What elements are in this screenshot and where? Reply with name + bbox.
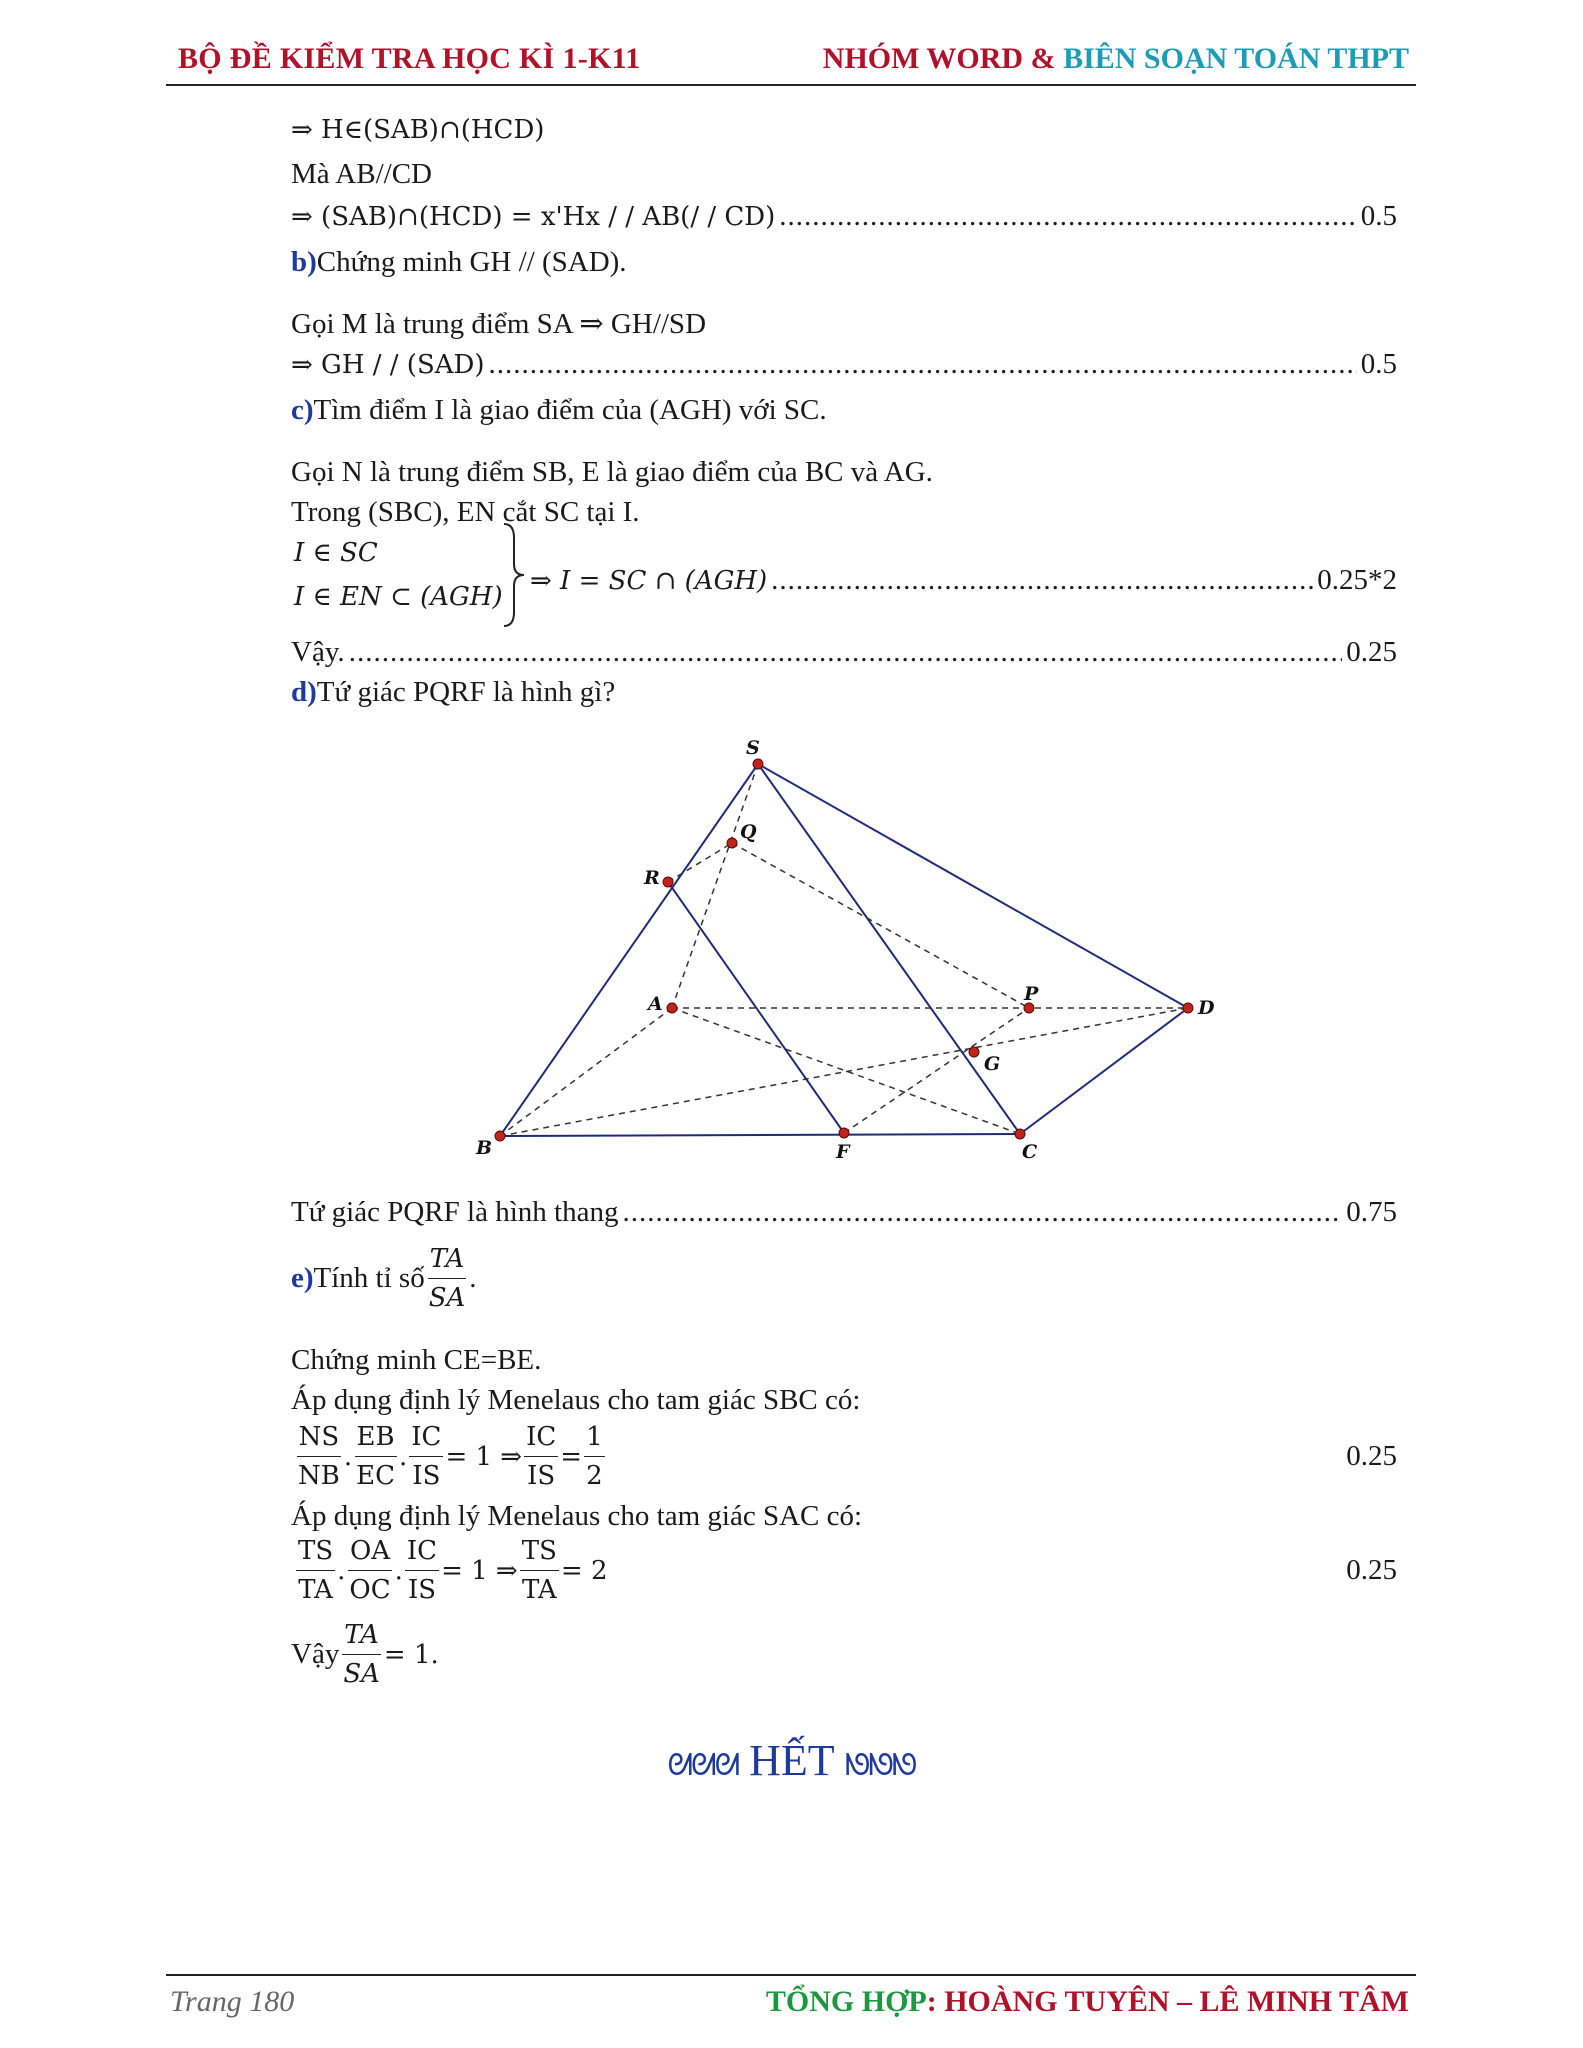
ornament-left-icon: ᘛᘛᘛ — [667, 1749, 739, 1782]
leader-dots — [489, 346, 1357, 382]
line-1: ⇒ H∈(SAB)∩(HCD) — [291, 115, 545, 145]
header-group-b: BIÊN SOẠN TOÁN THPT — [1055, 42, 1409, 75]
point-B — [495, 1131, 505, 1141]
score: 0.5 — [1360, 200, 1397, 232]
frac-eb-ec: $\frac{EB}{EC}$ — [354, 1418, 397, 1495]
section-d-label: d) — [291, 676, 317, 708]
footer-credits — [766, 1985, 1409, 2019]
footer-credits-b: : HOÀNG TUYÊN – LÊ MINH TÂM — [926, 1985, 1409, 2018]
point-C — [1015, 1129, 1025, 1139]
frac-1-2: $\frac{1}{2}$ — [584, 1418, 605, 1495]
point-R — [663, 877, 673, 887]
label-R: R — [644, 867, 660, 889]
leader-dots — [779, 198, 1357, 234]
label-F: F — [836, 1141, 850, 1163]
line-6: Gọi N là trung điểm SB, E là giao điểm của BC và AG. — [291, 456, 933, 488]
point-Q — [727, 838, 737, 848]
line-4: Gọi M là trung điểm SA ⇒ GH//SD — [291, 308, 707, 340]
label-B: B — [476, 1137, 493, 1159]
system-result-line — [530, 562, 1397, 599]
edge-CD — [1020, 1008, 1188, 1134]
section-e-label: e) — [291, 1262, 314, 1294]
score: 0.25 — [1346, 636, 1397, 668]
section-d-text: Tứ giác PQRF là hình gì? — [316, 676, 616, 708]
section-b — [291, 244, 1397, 280]
edge-SC — [758, 764, 1020, 1134]
score: 0.5 — [1360, 348, 1397, 380]
menelaus-1: $\frac{NS}{NB}$ . $\frac{EB}{EC}$ . $\frac{IC}{IS}$ = 1 ⇒ $\frac{IC}{IS}$ = $\frac{1}{2}$ 0.25 — [294, 1418, 1397, 1495]
edge-SD — [758, 764, 1188, 1008]
frac-ts-ta: $\frac{TS}{TA}$ — [296, 1532, 335, 1609]
label-A: A — [648, 993, 663, 1015]
leader-dots — [349, 634, 1343, 670]
frac-ic-is: $\frac{IC}{IS}$ — [409, 1418, 443, 1495]
system-row-1: I ∈ SC — [294, 538, 378, 568]
label-Q: Q — [740, 821, 757, 843]
fraction-ta-sa-final: $\frac{TA}{SA}$ — [341, 1616, 382, 1693]
header-group-a: NHÓM WORD — [822, 42, 1031, 75]
end-text: HẾT — [749, 1736, 834, 1785]
header-rule — [166, 84, 1416, 86]
line-12: Áp dụng định lý Menelaus cho tam giác SAC có: — [291, 1500, 863, 1532]
system-result: ⇒ I = SC ∩ (AGH) — [530, 566, 768, 596]
edge-AB — [500, 1008, 672, 1136]
frac-ts-ta-2: $\frac{TS}{TA}$ — [520, 1532, 559, 1609]
footer-credits-a: TỔNG HỢP — [765, 1985, 927, 2018]
menelaus-2: $\frac{TS}{TA}$ . $\frac{OA}{OC}$ . $\frac{IC}{IS}$ = 1 ⇒ $\frac{TS}{TA}$ = 2 0.25 — [294, 1532, 1397, 1609]
line-9-text: Tứ giác PQRF là hình thang — [291, 1196, 619, 1228]
line-10: Chứng minh CE=BE. — [291, 1344, 542, 1376]
point-S — [753, 759, 763, 769]
footer-rule — [166, 1974, 1416, 1976]
point-D — [1183, 1003, 1193, 1013]
leader-dots — [771, 562, 1313, 598]
point-A — [667, 1003, 677, 1013]
edge-QP — [732, 843, 1029, 1008]
pyramid-figure — [460, 730, 1240, 1170]
header-title: BỘ ĐỀ KIỂM TRA HỌC KÌ 1-K11 — [178, 42, 641, 75]
page-number: Trang 180 — [170, 1985, 295, 2018]
line-11: Áp dụng định lý Menelaus cho tam giác SBC có: — [291, 1384, 861, 1416]
conclusion: Vậy $\frac{TA}{SA}$ = 1. — [291, 1616, 439, 1693]
label-P: P — [1024, 983, 1039, 1005]
edge-SA — [672, 764, 758, 1008]
point-G — [969, 1047, 979, 1057]
frac-ic-is-3: $\frac{IC}{IS}$ — [405, 1532, 439, 1609]
edge-FP — [844, 1008, 1029, 1133]
line-9 — [291, 1194, 1397, 1230]
score: 0.25 — [1346, 1440, 1397, 1472]
line-8 — [291, 634, 1397, 670]
label-D: D — [1198, 997, 1215, 1019]
fraction-ta-sa: $\frac{TA}{SA}$ — [427, 1240, 468, 1317]
end-marker — [0, 1735, 1583, 1786]
score: 0.75 — [1346, 1196, 1397, 1228]
line-8-text: Vậy. — [291, 636, 345, 668]
label-C: C — [1022, 1141, 1038, 1163]
solid-edges — [500, 764, 1188, 1136]
edge-BC — [500, 1134, 1020, 1136]
line-3 — [291, 198, 1397, 235]
line-7: Trong (SBC), EN cắt SC tại I. — [291, 496, 640, 528]
system-brace — [500, 520, 530, 630]
line-2: Mà AB//CD — [291, 158, 432, 190]
section-c-text: Tìm điểm I là giao điểm của (AGH) với SC. — [313, 394, 827, 426]
edge-BD — [500, 1008, 1188, 1136]
line-5-math: ⇒ GH / / (SAD) — [291, 350, 485, 380]
frac-ns-nb: $\frac{NS}{NB}$ — [296, 1418, 342, 1495]
line-5 — [291, 346, 1397, 383]
section-c-label: c) — [291, 394, 314, 426]
label-S: S — [746, 737, 760, 759]
header-amp: & — [1030, 42, 1056, 75]
score: 0.25*2 — [1317, 564, 1397, 596]
header-group — [823, 42, 1409, 76]
edge-SB — [500, 764, 758, 1136]
section-b-label: b) — [291, 246, 317, 278]
label-G: G — [984, 1053, 1001, 1075]
line-3-math: ⇒ (SAB)∩(HCD) = x'Hx / / AB(/ / CD) — [291, 202, 776, 232]
ornament-right-icon: ᘚᘚᘚ — [844, 1749, 916, 1782]
section-b-text: Chứng minh GH // (SAD). — [316, 246, 627, 278]
leader-dots — [622, 1194, 1342, 1230]
point-F — [839, 1128, 849, 1138]
section-d — [291, 674, 1397, 710]
system-row-2: I ∈ EN ⊂ (AGH) — [294, 582, 503, 612]
section-e: e) Tính tỉ số $\frac{TA}{SA}$ . — [291, 1240, 477, 1317]
frac-ic-is-2: $\frac{IC}{IS}$ — [524, 1418, 558, 1495]
score: 0.25 — [1346, 1554, 1397, 1586]
section-c — [291, 392, 1397, 428]
frac-oa-oc: $\frac{OA}{OC}$ — [347, 1532, 392, 1609]
section-e-text: Tính tỉ số — [313, 1262, 425, 1294]
